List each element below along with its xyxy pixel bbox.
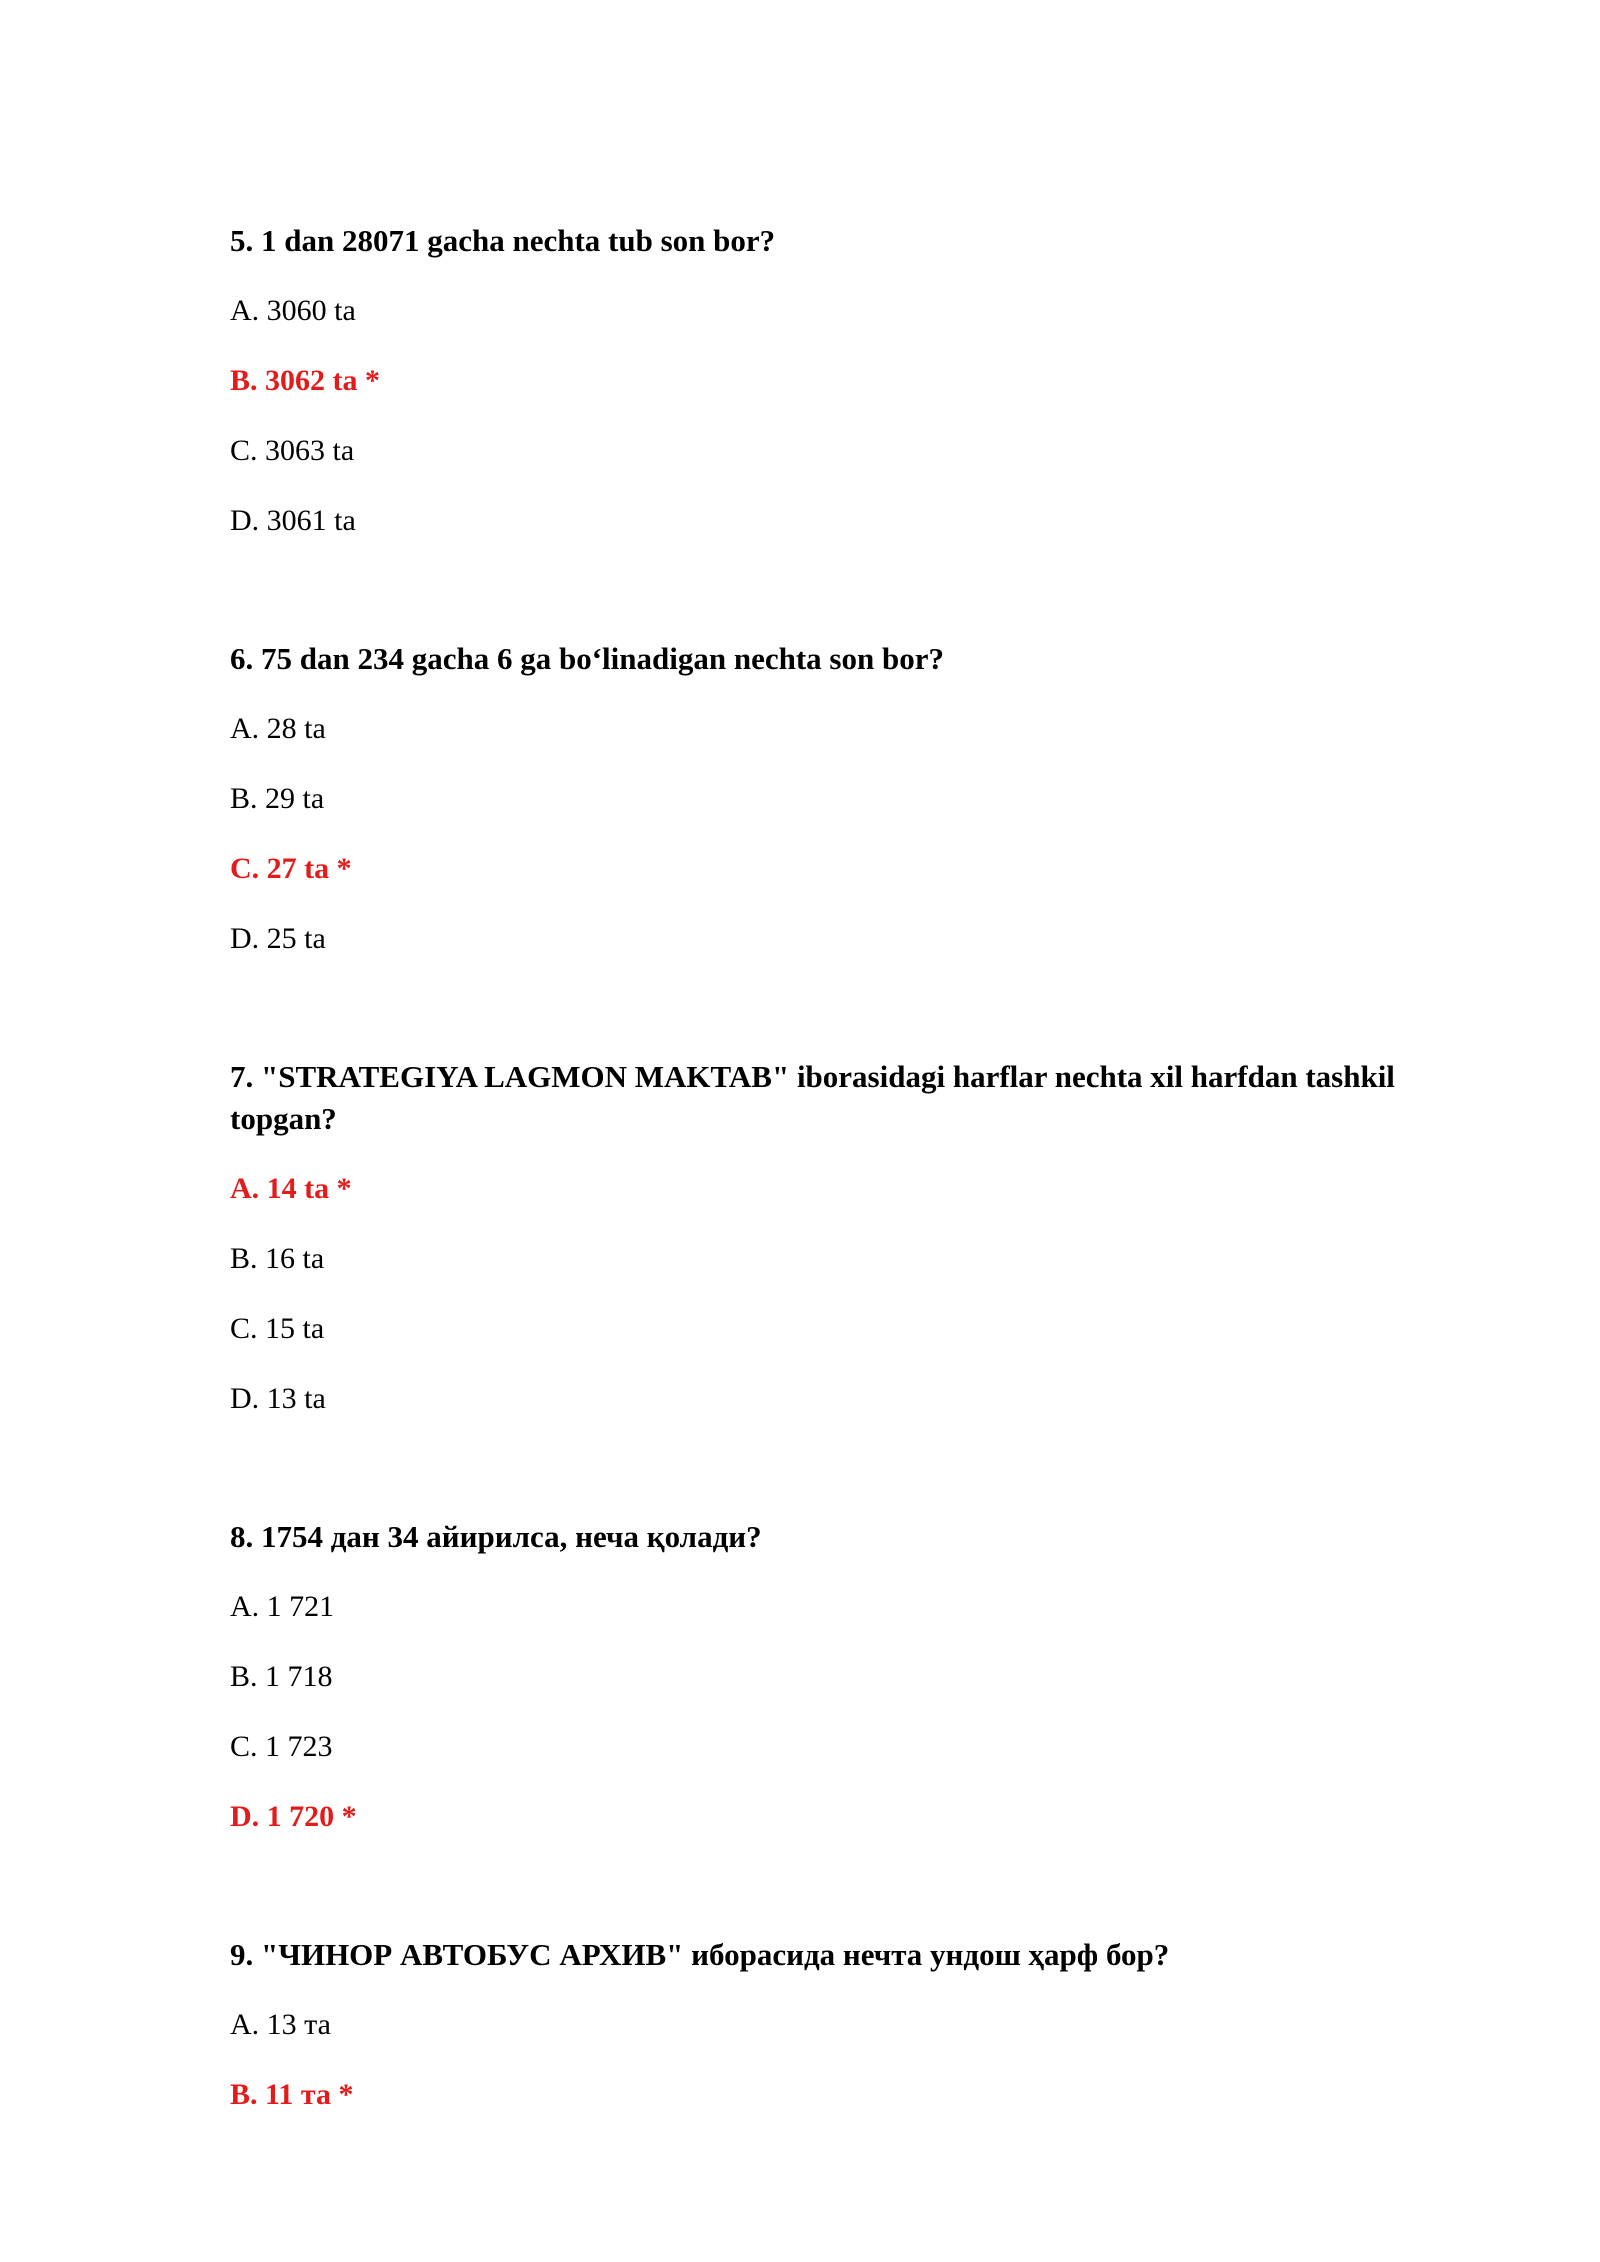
option-b-correct: B. 3062 ta * bbox=[230, 364, 380, 397]
option-d: D. 13 ta bbox=[230, 1382, 326, 1415]
option-c: C. 1 723 bbox=[230, 1730, 333, 1763]
question-text: 9. "ЧИНОР АВТОБУС АРХИВ" иборасида нечта ундош ҳарф бор? bbox=[230, 1937, 1170, 1972]
option-d-correct: D. 1 720 * bbox=[230, 1800, 357, 1833]
question-text: 8. 1754 дан 34 айирилса, неча қолади? bbox=[230, 1519, 762, 1554]
question-text: 5. 1 dan 28071 gacha nechta tub son bor? bbox=[230, 223, 776, 258]
option-a: A. 13 та bbox=[230, 2008, 331, 2041]
question-text: 7. "STRATEGIYA LAGMON MAKTAB" iborasidagi harflar nechta xil harfdan tashkil topgan? bbox=[230, 1059, 1395, 1136]
question-6 bbox=[230, 638, 1480, 960]
option-b: B. 1 718 bbox=[230, 1660, 333, 1693]
question-9 bbox=[230, 1934, 1480, 2116]
option-d: D. 25 ta bbox=[230, 922, 326, 955]
option-a-correct: A. 14 ta * bbox=[230, 1172, 352, 1205]
quiz-page bbox=[230, 220, 1480, 2212]
option-b: B. 29 ta bbox=[230, 782, 325, 815]
question-5 bbox=[230, 220, 1480, 542]
option-a: A. 3060 ta bbox=[230, 294, 356, 327]
option-a: A. 28 ta bbox=[230, 712, 326, 745]
question-text: 6. 75 dan 234 gacha 6 ga bo‘linadigan nechta son bor? bbox=[230, 641, 944, 676]
option-a: A. 1 721 bbox=[230, 1590, 335, 1623]
option-d: D. 3061 ta bbox=[230, 504, 356, 537]
option-c: C. 15 ta bbox=[230, 1312, 325, 1345]
option-b: B. 16 ta bbox=[230, 1242, 325, 1275]
option-c: C. 3063 ta bbox=[230, 434, 355, 467]
option-c-correct: C. 27 ta * bbox=[230, 852, 352, 885]
question-7 bbox=[230, 1056, 1480, 1420]
option-b-correct: B. 11 та * bbox=[230, 2078, 354, 2111]
question-8 bbox=[230, 1516, 1480, 1838]
